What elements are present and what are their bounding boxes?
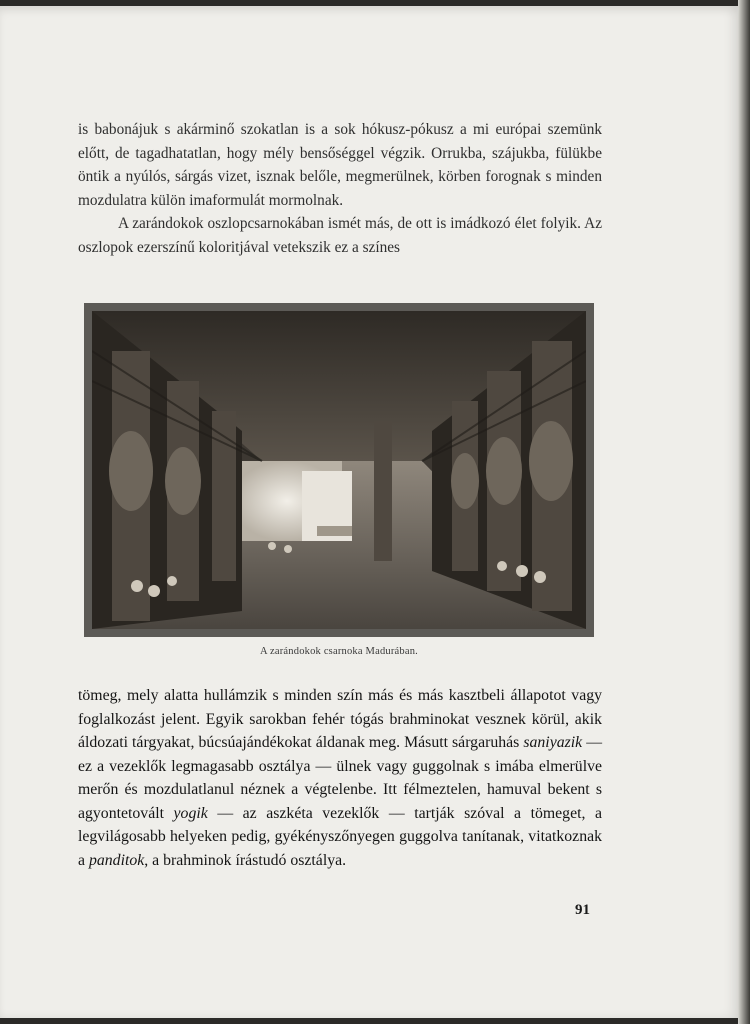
paragraph-bottom-part4: , a brahminok írástudó osztálya. — [144, 851, 347, 869]
paragraph-bottom-part3: — az aszkéta vezeklők — tartják szóval a tömeget, a legvilágosabb helyeken pedig, gyékényszőnyegen guggolva tanítanak, vitatkoznak a — [78, 804, 602, 869]
paragraph-top: is babonájuk s akárminő szokatlan is a sok hókusz-pókusz a mi európai szemünk előtt, de tagadhatatlan, hogy mély bensőséggel végzik. Orrukba, szájukba, fülükbe öntik a nyúlós, sárgás vizet, isznak belőle, megmerülnek, körben forognak s minden mozdulatra külön imaformulát mormolnak. — [78, 121, 602, 209]
book-edge — [738, 0, 750, 1024]
text-bottom — [78, 684, 602, 872]
term-yogik: yogik — [173, 804, 208, 822]
term-saniyazik: saniyazik — [523, 734, 583, 751]
pillared-hall-illustration — [92, 311, 586, 629]
book-page — [0, 6, 738, 1018]
paragraph-bottom-part2: — ez a vezeklők legmagasabb osztálya — ülnek vagy guggolnak s imába elmerülve merőn és mozdulatlanul néznek a végtelenbe. Itt félmeztelen, hamuval bekent s agyontetovált — [78, 734, 603, 822]
paragraph-bottom-part1: tömeg, mely alatta hullámzik s minden szín más és más kasztbeli állapotot vagy foglalkozást jelent. Egyik sarokban fehér tógás brahminokat vesznek körül, akik áldozati tárgyakat, búcsúajándékokat áldanak meg. Másutt sárgaruhás — [78, 687, 602, 751]
paragraph-second: A zarándokok oszlopcsarnokában ismét más, de ott is imádkozó élet folyik. Az oszlopok ezerszínű koloritjával vetekszik ez a színes — [78, 215, 602, 256]
term-panditok: panditok — [88, 851, 145, 869]
page-number: 91 — [575, 902, 590, 918]
figure-caption: A zarándokok csarnoka Madurában. — [259, 646, 418, 657]
text-top — [78, 118, 602, 259]
temple-hall-photo — [84, 303, 594, 637]
paragraph-bottom — [78, 684, 602, 872]
